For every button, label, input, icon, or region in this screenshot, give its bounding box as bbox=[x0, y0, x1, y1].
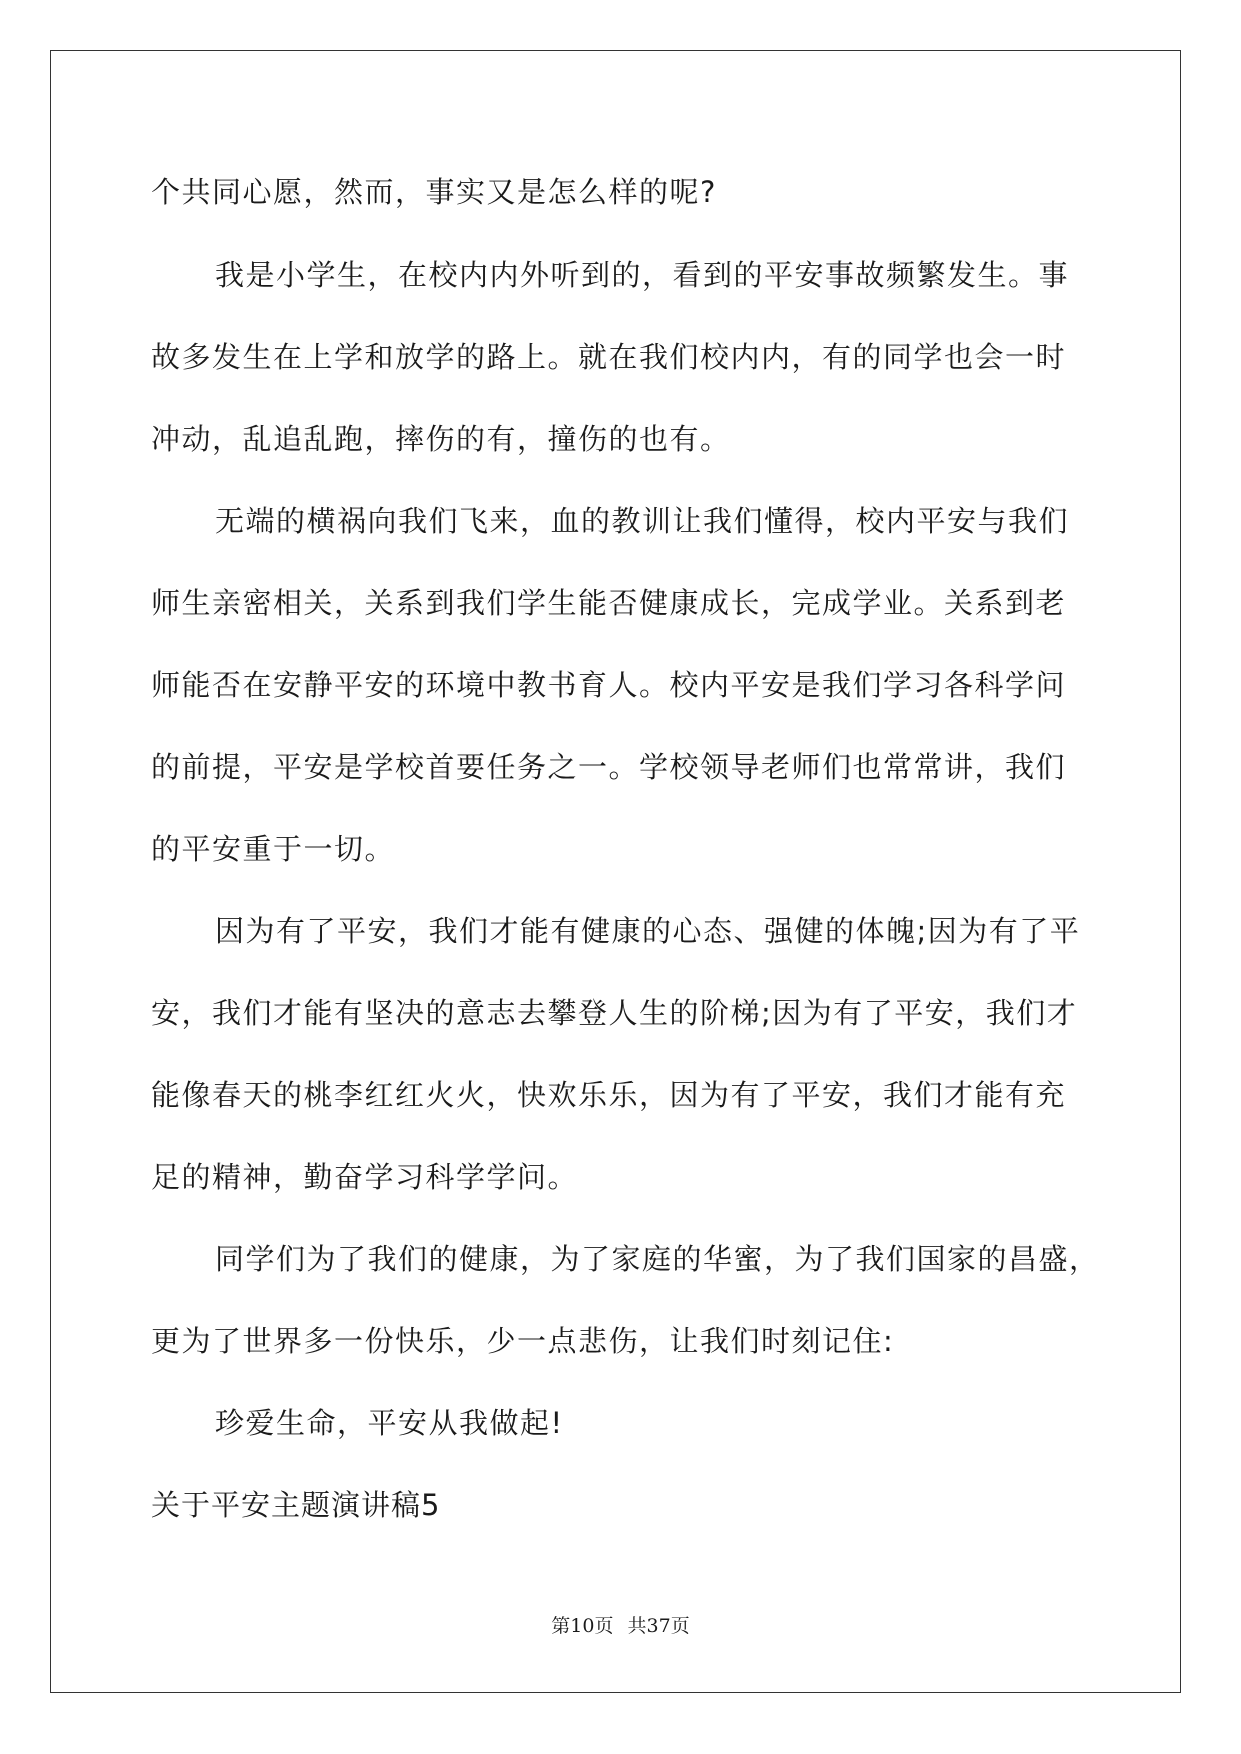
page-number-current: 第10页 bbox=[551, 1615, 614, 1637]
text-line: 足的精神，勤奋学习科学学问。 bbox=[151, 1160, 579, 1194]
paragraph-start-line: 因为有了平安，我们才能有健康的心态、强健的体魄;因为有了平 bbox=[215, 914, 1081, 948]
text-line: 师能否在安静平安的环境中教书育人。校内平安是我们学习各科学问 bbox=[151, 668, 1067, 702]
text-line: 个共同心愿，然而，事实又是怎么样的呢? bbox=[151, 175, 717, 209]
text-line: 的前提，平安是学校首要任务之一。学校领导老师们也常常讲，我们 bbox=[151, 750, 1067, 784]
text-line: 安，我们才能有坚决的意志去攀登人生的阶梯;因为有了平安，我们才 bbox=[151, 996, 1078, 1030]
text-line: 能像春天的桃李红红火火，快欢乐乐，因为有了平安，我们才能有充 bbox=[151, 1078, 1067, 1112]
text-line: 更为了世界多一份快乐，少一点悲伤，让我们时刻记住: bbox=[151, 1324, 895, 1358]
page-frame bbox=[50, 50, 1181, 1693]
paragraph-start-line: 无端的横祸向我们飞来，血的教训让我们懂得，校内平安与我们 bbox=[215, 504, 1070, 538]
closing-slogan: 珍爱生命，平安从我做起! bbox=[215, 1406, 564, 1440]
text-line: 冲动，乱追乱跑，摔伤的有，撞伤的也有。 bbox=[151, 422, 731, 456]
page-number-total: 共37页 bbox=[627, 1615, 690, 1637]
paragraph-start-line: 同学们为了我们的健康，为了家庭的华蜜，为了我们国家的昌盛， bbox=[215, 1242, 1100, 1276]
text-line: 的平安重于一切。 bbox=[151, 832, 396, 866]
page-footer bbox=[0, 1614, 1241, 1638]
text-line: 故多发生在上学和放学的路上。就在我们校内内，有的同学也会一时 bbox=[151, 340, 1067, 374]
text-line: 师生亲密相关，关系到我们学生能否健康成长，完成学业。关系到老 bbox=[151, 586, 1067, 620]
paragraph-start-line: 我是小学生，在校内内外听到的，看到的平安事故频繁发生。事 bbox=[215, 258, 1070, 292]
section-heading: 关于平安主题演讲稿5 bbox=[151, 1488, 441, 1522]
